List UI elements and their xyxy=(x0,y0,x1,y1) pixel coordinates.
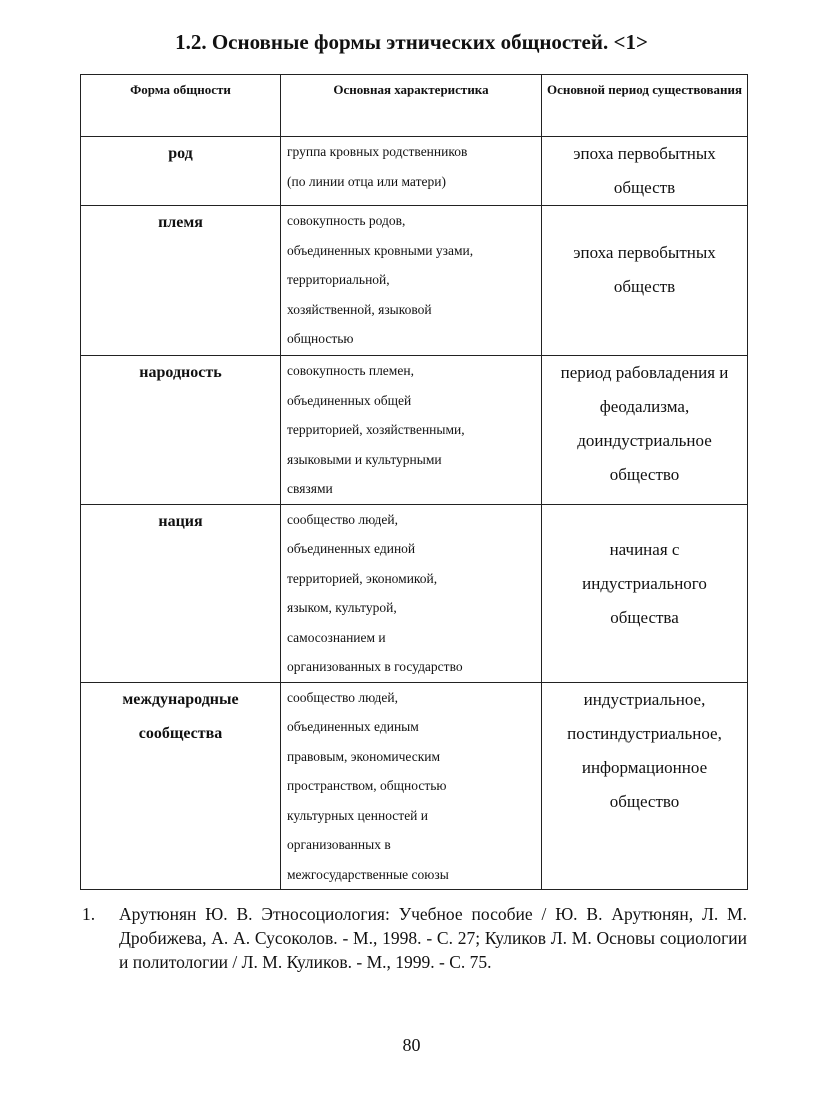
characteristic-line: сообщество людей, xyxy=(287,511,398,527)
characteristic-line: совокупность родов, xyxy=(287,213,406,228)
cell-form: нация xyxy=(81,504,281,682)
footnote xyxy=(82,902,747,974)
cell-form: племя xyxy=(81,206,281,356)
characteristic-line: организованных в государство xyxy=(287,659,463,674)
period-text: период рабовладения и феодализма, доиндустриальное общество xyxy=(560,363,729,484)
page-number: 80 xyxy=(402,1035,421,1055)
period-text: эпоха первобытных обществ xyxy=(573,144,716,197)
period-text: индустриальное, постиндустриальное, информационное общество xyxy=(567,689,722,811)
cell-form: народность xyxy=(81,356,281,505)
characteristic-line: самосознанием и xyxy=(287,629,386,645)
table-row xyxy=(81,356,748,505)
cell-characteristic xyxy=(281,206,542,356)
table-header-row xyxy=(81,75,748,137)
period-text: эпоха первобытных обществ xyxy=(573,243,716,296)
cell-period xyxy=(542,137,748,206)
period-text: начиная с индустриального общества xyxy=(582,539,707,627)
footnote-text: Арутюнян Ю. В. Этносоциология: Учебное пособие / Ю. В. Арутюнян, Л. М. Дробижева, А. А. Сусоколов. - М., 1998. - С. 27; Куликов Л. М. Основы социологии и политологии / Л. М. Куликов. - М., 1999. - С. 75. xyxy=(119,904,747,972)
characteristic-line: правовым, экономическим xyxy=(287,748,441,764)
cell-characteristic xyxy=(281,137,542,206)
characteristic-line: (по линии отца или матери) xyxy=(287,173,446,189)
cell-period xyxy=(542,504,748,682)
characteristic-line: пространством, общностью xyxy=(287,778,447,793)
characteristic-line: языковыми и культурными xyxy=(287,451,442,467)
cell-form: международные сообщества xyxy=(81,682,281,890)
characteristic-line: хозяйственной, языковой xyxy=(287,301,432,317)
cell-characteristic xyxy=(281,504,542,682)
characteristic-line: культурных ценностей и xyxy=(287,807,429,823)
cell-form: род xyxy=(81,137,281,206)
characteristic-line: организованных в xyxy=(287,837,391,852)
table-row xyxy=(81,682,748,890)
characteristic-line: объединенных кровными узами, xyxy=(287,242,474,258)
cell-period xyxy=(542,356,748,505)
cell-characteristic xyxy=(281,356,542,505)
column-header-form: Форма общности xyxy=(81,75,281,137)
characteristic-line: объединенных единой xyxy=(287,541,416,556)
characteristic-line: объединенных общей xyxy=(287,392,412,408)
table-row xyxy=(81,504,748,682)
characteristic-line: территорией, экономикой, xyxy=(287,570,438,586)
table-row xyxy=(81,206,748,356)
ethnic-forms-table xyxy=(80,74,748,890)
characteristic-line: объединенных единым xyxy=(287,719,419,734)
characteristic-line: связями xyxy=(287,481,333,496)
characteristic-line: территорией, хозяйственными, xyxy=(287,422,465,437)
characteristic-line: общностью xyxy=(287,331,354,346)
cell-characteristic xyxy=(281,682,542,890)
characteristic-line: межгосударственные союзы xyxy=(287,866,449,882)
characteristic-line: совокупность племен, xyxy=(287,363,414,378)
column-header-period: Основной период существования xyxy=(542,75,748,137)
table-row xyxy=(81,137,748,206)
cell-period xyxy=(542,682,748,890)
characteristic-line: сообщество людей, xyxy=(287,689,398,705)
footnote-number: 1. xyxy=(82,904,96,924)
characteristic-line: территориальной, xyxy=(287,272,390,287)
page-title: 1.2. Основные формы этнических общностей. <1> xyxy=(175,30,648,54)
characteristic-line: группа кровных родственников xyxy=(287,144,468,159)
column-header-characteristic: Основная характеристика xyxy=(281,75,542,137)
cell-period xyxy=(542,206,748,356)
characteristic-line: языком, культурой, xyxy=(287,600,397,615)
